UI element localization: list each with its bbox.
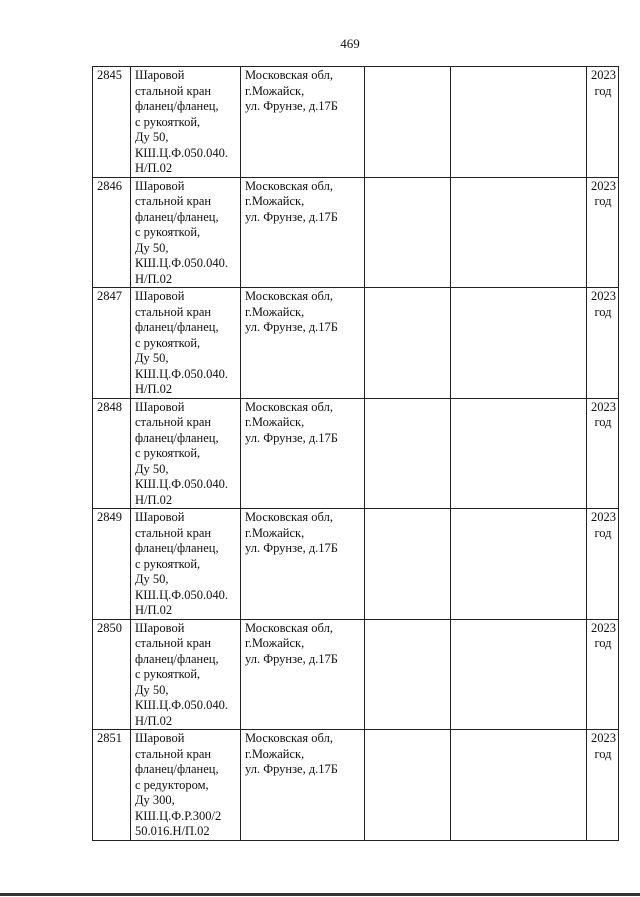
item-name-line: стальной кран	[135, 746, 212, 761]
address-line: Московская обл,	[245, 731, 333, 745]
empty-cell	[365, 288, 451, 399]
year-line: 2023	[591, 399, 616, 414]
year-cell	[587, 177, 619, 288]
year-line: год	[594, 415, 612, 429]
address-line: Московская обл,	[245, 399, 333, 414]
row-number-cell	[93, 509, 131, 620]
item-name-line: фланец/фланец,	[135, 209, 219, 224]
item-name-line: КШ.Ц.Ф.Р.300/2	[135, 808, 222, 823]
empty-cell	[365, 730, 451, 841]
item-name-line: с рукояткой,	[135, 556, 201, 571]
address-cell	[241, 398, 365, 509]
item-name-line: стальной кран	[135, 525, 212, 540]
item-name-line: Н/П.02	[135, 382, 173, 396]
year-line: год	[594, 636, 612, 650]
item-name-line: КШ.Ц.Ф.050.040.	[135, 366, 228, 381]
item-name-line: стальной кран	[135, 636, 212, 650]
item-name-line: Шаровой	[135, 620, 185, 635]
item-name-cell	[131, 619, 241, 730]
address-line: Московская обл,	[245, 178, 333, 193]
item-name-line: Шаровой	[135, 510, 185, 524]
item-name-cell	[131, 509, 241, 620]
address-line: Московская обл,	[245, 289, 333, 303]
year-line: 2023	[591, 289, 616, 303]
address-line: г.Можайск,	[245, 525, 305, 540]
row-number-cell	[93, 398, 131, 509]
item-name-cell	[131, 398, 241, 509]
address-line: г.Можайск,	[245, 636, 305, 650]
row-number-cell	[93, 177, 131, 288]
year-line: 2023	[591, 178, 616, 193]
address-line: ул. Фрунзе, д.17Б	[245, 651, 338, 666]
address-line: г.Можайск,	[245, 194, 305, 208]
item-name-line: Н/П.02	[135, 271, 173, 286]
row-number-cell	[93, 67, 131, 178]
row-number: 2845	[97, 68, 122, 82]
row-number: 2850	[97, 620, 122, 635]
item-name-line: Ду 300,	[135, 793, 175, 807]
row-number: 2847	[97, 289, 122, 303]
row-number-cell	[93, 619, 131, 730]
year-cell	[587, 398, 619, 509]
item-name-line: Шаровой	[135, 68, 185, 82]
item-name-line: фланец/фланец,	[135, 541, 219, 555]
address-line: ул. Фрунзе, д.17Б	[245, 209, 338, 224]
item-name-line: КШ.Ц.Ф.050.040.	[135, 698, 228, 712]
address-line: г.Можайск,	[245, 746, 305, 761]
item-name-line: с редуктором,	[135, 777, 209, 792]
year-line: год	[594, 304, 612, 319]
item-name-line: с рукояткой,	[135, 225, 201, 239]
table-row	[93, 619, 619, 730]
year-line: год	[594, 746, 612, 761]
empty-cell	[365, 177, 451, 288]
item-name-line: стальной кран	[135, 415, 212, 429]
table-row	[93, 177, 619, 288]
year-cell	[587, 730, 619, 841]
address-cell	[241, 177, 365, 288]
registry-table	[92, 66, 619, 841]
item-name-line: фланец/фланец,	[135, 320, 219, 334]
item-name-line: стальной кран	[135, 304, 212, 319]
row-number: 2848	[97, 399, 122, 414]
row-number-cell	[93, 288, 131, 399]
empty-cell	[451, 177, 587, 288]
empty-cell	[451, 67, 587, 178]
item-name-cell	[131, 67, 241, 178]
empty-cell	[365, 619, 451, 730]
empty-cell	[451, 398, 587, 509]
table-row	[93, 288, 619, 399]
table-row	[93, 67, 619, 178]
item-name-line: Ду 50,	[135, 682, 169, 697]
row-number: 2849	[97, 510, 122, 524]
address-line: г.Можайск,	[245, 304, 305, 319]
row-number-cell	[93, 730, 131, 841]
item-name-line: с рукояткой,	[135, 335, 201, 350]
item-name-line: с рукояткой,	[135, 114, 201, 129]
table-row	[93, 509, 619, 620]
item-name-line: Ду 50,	[135, 572, 169, 586]
item-name-line: Шаровой	[135, 399, 185, 414]
item-name-line: фланец/фланец,	[135, 99, 219, 113]
page-number: 469	[340, 36, 360, 51]
empty-cell	[365, 509, 451, 620]
address-cell	[241, 730, 365, 841]
item-name-line: Ду 50,	[135, 240, 169, 255]
address-line: Московская обл,	[245, 68, 333, 82]
address-cell	[241, 288, 365, 399]
table-row	[93, 398, 619, 509]
item-name-line: КШ.Ц.Ф.050.040.	[135, 256, 228, 270]
year-line: год	[594, 525, 612, 540]
item-name-line: Ду 50,	[135, 461, 169, 476]
item-name-line: Н/П.02	[135, 161, 173, 175]
year-line: год	[594, 83, 612, 98]
item-name-line: КШ.Ц.Ф.050.040.	[135, 477, 228, 491]
address-line: ул. Фрунзе, д.17Б	[245, 99, 338, 113]
address-cell	[241, 509, 365, 620]
item-name-line: Ду 50,	[135, 351, 169, 365]
empty-cell	[451, 730, 587, 841]
item-name-cell	[131, 730, 241, 841]
year-line: год	[594, 194, 612, 208]
item-name-line: Шаровой	[135, 731, 185, 745]
year-line: 2023	[591, 510, 616, 524]
item-name-line: Н/П.02	[135, 713, 173, 728]
item-name-line: фланец/фланец,	[135, 430, 219, 445]
item-name-line: Н/П.02	[135, 603, 173, 617]
year-cell	[587, 67, 619, 178]
row-number: 2846	[97, 178, 122, 193]
empty-cell	[451, 288, 587, 399]
address-line: г.Можайск,	[245, 83, 305, 98]
item-name-line: КШ.Ц.Ф.050.040.	[135, 145, 228, 160]
table-row	[93, 730, 619, 841]
item-name-line: с рукояткой,	[135, 446, 201, 460]
empty-cell	[451, 509, 587, 620]
address-line: ул. Фрунзе, д.17Б	[245, 762, 338, 776]
item-name-line: Шаровой	[135, 178, 185, 193]
item-name-line: КШ.Ц.Ф.050.040.	[135, 587, 228, 602]
item-name-line: фланец/фланец,	[135, 651, 219, 666]
item-name-cell	[131, 288, 241, 399]
item-name-line: с рукояткой,	[135, 667, 201, 681]
empty-cell	[365, 67, 451, 178]
item-name-cell	[131, 177, 241, 288]
address-line: ул. Фрунзе, д.17Б	[245, 430, 338, 445]
item-name-line: фланец/фланец,	[135, 762, 219, 776]
year-cell	[587, 619, 619, 730]
year-line: 2023	[591, 620, 616, 635]
scan-edge-line	[0, 893, 640, 896]
year-cell	[587, 509, 619, 620]
item-name-line: Ду 50,	[135, 130, 169, 144]
year-cell	[587, 288, 619, 399]
item-name-line: 50.016.Н/П.02	[135, 824, 210, 838]
address-line: ул. Фрунзе, д.17Б	[245, 320, 338, 334]
address-line: ул. Фрунзе, д.17Б	[245, 541, 338, 555]
year-line: 2023	[591, 731, 616, 745]
item-name-line: Н/П.02	[135, 492, 173, 507]
empty-cell	[451, 619, 587, 730]
empty-cell	[365, 398, 451, 509]
year-line: 2023	[591, 68, 616, 82]
registry-table-body	[93, 67, 619, 841]
address-cell	[241, 67, 365, 178]
item-name-line: стальной кран	[135, 194, 212, 208]
address-line: Московская обл,	[245, 510, 333, 524]
address-line: г.Можайск,	[245, 415, 305, 429]
item-name-line: стальной кран	[135, 83, 212, 98]
item-name-line: Шаровой	[135, 289, 185, 303]
address-cell	[241, 619, 365, 730]
address-line: Московская обл,	[245, 620, 333, 635]
row-number: 2851	[97, 731, 122, 745]
